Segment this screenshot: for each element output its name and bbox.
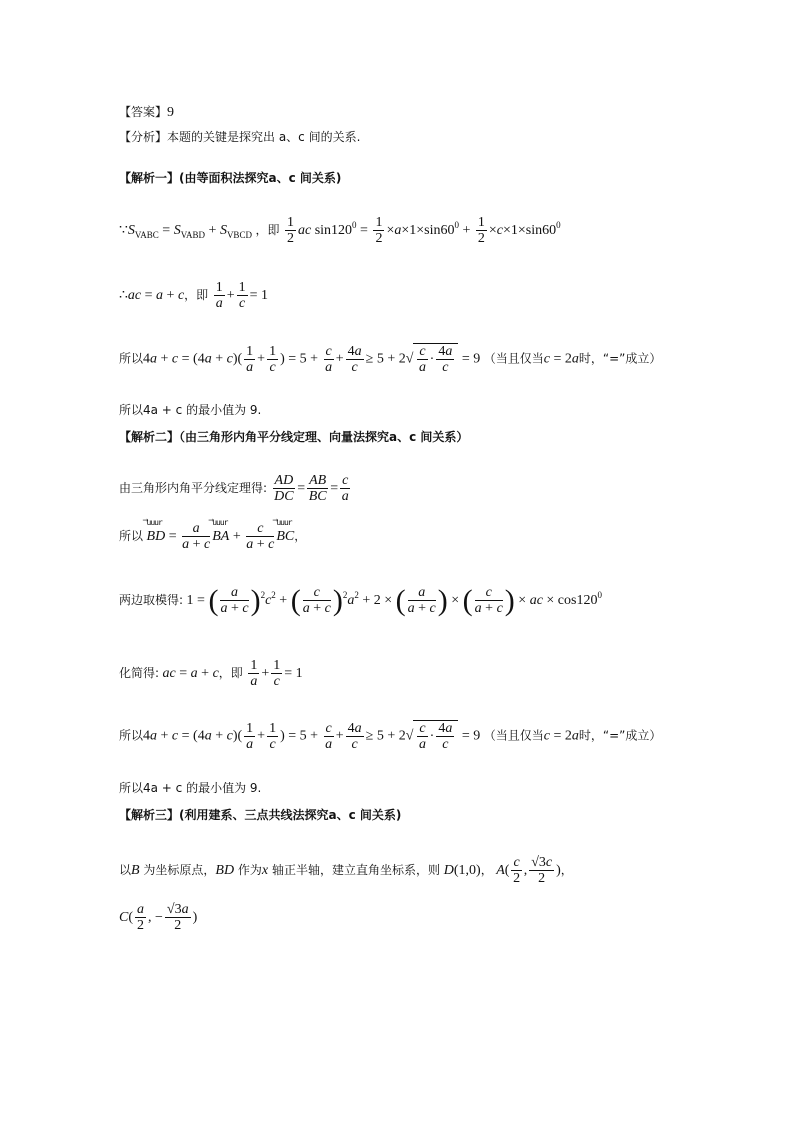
method1-eq1: $\because S_{VABC} = S_{VABD} + S_{VBCD}$ ，即 $\frac{1}{2}$ ac $\sin 120^0$ = $\frac{1}{2}$ $\times a\times 1\times\sin 60^0$ + $\frac{1}{2}$ $\times c\times 1\times\sin 60^0$ xyxy=(119,215,561,247)
method2-eq1: 由三角形内角平分线定理得: $\frac{AD}{DC}$ = $\frac{AB}{BC}$ = $\frac{c}{a}$ xyxy=(119,473,349,505)
method1-heading: 【解析一】(由等面积法探究a、c 间关系) xyxy=(119,171,342,185)
answer-line xyxy=(119,106,174,120)
analysis-label: 【分析】 xyxy=(119,130,168,144)
method1-conclusion: 所以4a + c 的最小值为 9. xyxy=(119,403,262,417)
method1-eq2: ∴ac = a + c，即 $\frac{1}{a}$ + $\frac{1}{c}$ = 1 xyxy=(119,280,268,312)
analysis-line xyxy=(119,131,360,143)
method3-line1: 以B 为坐标原点，BD 作为x 轴正半轴，建立直角坐标系，则 D(1,0)， A( $\frac{c}{2}$ , $\frac{√3c}{2}$ )， xyxy=(119,855,573,887)
method1-eq3: 所以4a + c = (4a + c)( $\frac{1}{a}$ + $\frac{1}{c}$ ) = 5 + $\frac{c}{a}$ + $\frac{4a}{c}$ ≥ 5 + 2√ $\frac{c}{a}$ · $\frac{4a}{c}$ = 9 （当且仅当c = 2a时，“=”成立） xyxy=(119,343,662,376)
answer-label: 【答案】 xyxy=(119,105,168,119)
method2-eq3: 两边取模得: 1 = ( $\frac{a}{a + c}$ )$^2c^2$ + ( $\frac{c}{a + c}$ )$^2a^2 + 2$ × ( $\frac{a}{a + c}$ ) × ( $\frac{c}{a + c}$ ) × ac × $\cos 120^0$ xyxy=(119,583,602,617)
method2-eq2: 所以 ⃗ uuur BD = $\frac{a}{a + c}$ ⃗ uuur BA + $\frac{c}{a + c}$ ⃗ uuur BC， xyxy=(119,521,306,553)
method2-eq3-prefix: 两边取模得: xyxy=(119,593,184,608)
method2-conclusion: 所以4a + c 的最小值为 9. xyxy=(119,781,262,795)
method3-line2: C( $\frac{a}{2}$ , − $\frac{√3a}{2}$ ) xyxy=(119,902,198,934)
method2-eq2-prefix: 所以 xyxy=(119,529,144,544)
method3-heading: 【解析三】(利用建系、三点共线法探究a、c 间关系) xyxy=(119,808,402,822)
method2-heading: 【解析二】（由三角形内角平分线定理、向量法探究a、c 间关系） xyxy=(119,430,469,444)
method2-eq4: 化简得: ac = a + c，即 $\frac{1}{a}$ + $\frac{1}{c}$ = 1 xyxy=(119,658,303,690)
analysis-text: 本题的关键是探究出 a、c 间的关系. xyxy=(167,130,361,144)
method2-eq1-prefix: 由三角形内角平分线定理得: xyxy=(119,481,268,496)
method2-eq4-prefix: 化简得: xyxy=(119,666,160,681)
method2-eq5: 所以4a + c = (4a + c)( $\frac{1}{a}$ + $\frac{1}{c}$ ) = 5 + $\frac{c}{a}$ + $\frac{4a}{c}$ ≥ 5 + 2√ $\frac{c}{a}$ · $\frac{4a}{c}$ = 9 （当且仅当c = 2a时，“=”成立） xyxy=(119,720,662,753)
answer-value: 9 xyxy=(167,105,175,120)
